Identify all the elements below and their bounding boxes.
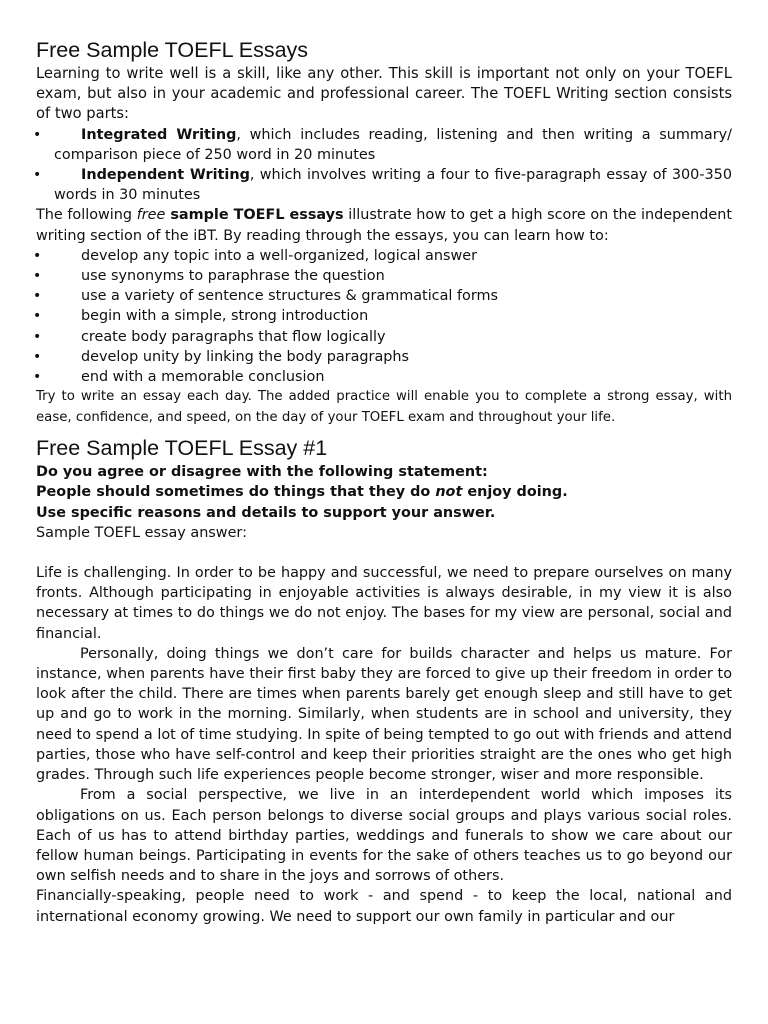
skill-text: begin with a simple, strong introduction <box>81 308 369 325</box>
bullet-icon: • <box>33 308 42 325</box>
skill-text: use synonyms to paraphrase the question <box>81 268 385 285</box>
following-bold: sample TOEFL essays <box>165 207 344 224</box>
list-item <box>33 246 732 266</box>
bullet-icon: • <box>33 126 42 143</box>
following-pre: The following <box>36 207 137 224</box>
bullet-icon: • <box>33 167 42 184</box>
spacer <box>36 543 732 563</box>
part-description: , which involves writing a four to five-paragraph essay of 300-350 words in 30 minutes <box>54 167 732 204</box>
part-description: , which includes reading, listening and then writing a summary/ comparison piece of 250 word in 20 minutes <box>54 126 732 163</box>
skill-text: develop unity by linking the body paragraphs <box>81 348 410 365</box>
intro-paragraph: Learning to write well is a skill, like any other. This skill is important not only on your TOEFL exam, but also in your academic and professional career. The TOEFL Writing section consists of two parts: <box>36 65 732 123</box>
list-item <box>33 306 732 326</box>
prompt-text: People should sometimes do things that they do <box>36 484 436 501</box>
practice-paragraph: Try to write an essay each day. The added practice will enable you to complete a strong essay, with ease, confidence, and speed, on the day of your TOEFL exam and throughout your life. <box>36 389 732 425</box>
essay-paragraph: Life is challenging. In order to be happy and successful, we need to prepare ourselves on many fronts. Although participating in enjoyable activities is always desirable, in my view it is also necessary at times to do things we do not enjoy. The bases for my view are personal, social and financial. <box>36 565 732 642</box>
essay-paragraph: From a social perspective, we live in an interdependent world which imposes its obligations on us. Each person belongs to diverse social groups and plays various social roles. Each of us has to attend birthday parties, weddings and funerals to show we care about our fellow human beings. Participating in events for the sake of others teaches us to go beyond our own selfish needs and to share in the joys and sorrows of others. <box>36 787 732 885</box>
page-title: Free Sample TOEFL Essays <box>36 38 309 62</box>
list-item <box>33 327 732 347</box>
list-item <box>33 165 732 205</box>
skill-text: end with a memorable conclusion <box>81 369 325 386</box>
list-item <box>33 286 732 306</box>
prompt-emphasis: not <box>435 484 463 501</box>
list-item <box>33 347 732 367</box>
essay-title: Free Sample TOEFL Essay #1 <box>36 436 328 461</box>
bullet-icon: • <box>33 288 42 305</box>
bullet-icon: • <box>33 369 42 386</box>
essay-paragraph: Financially-speaking, people need to work - and spend - to keep the local, national and international economy growing. We need to support our own family in particular and our <box>36 888 732 925</box>
list-item <box>33 125 732 165</box>
skill-text: use a variety of sentence structures & grammatical forms <box>81 288 499 305</box>
list-item <box>33 367 732 387</box>
prompt-text: enjoy doing. <box>462 484 568 501</box>
following-free: free <box>136 207 166 224</box>
part-term: Independent Writing <box>81 167 250 184</box>
answer-label: Sample TOEFL essay answer: <box>36 524 247 541</box>
part-term: Integrated Writing <box>81 126 237 143</box>
essay-prompt-line-3: Use specific reasons and details to support your answer. <box>36 504 496 521</box>
following-paragraph <box>36 205 732 245</box>
following-post: illustrate how to get a high score on the independent writing section of the iBT. By reading through the essays, you can learn how to: <box>36 207 733 244</box>
essay-paragraph: Personally, doing things we don’t care for builds character and helps us mature. For instance, when parents have their first baby they are forced to give up their freedom in order to look after the child. There are times when parents barely get enough sleep and still have to get up and go to work in the morning. Similarly, when students are in school and university, they need to spend a lot of time studying. In spite of being tempted to go out with friends and attend parties, those who have self-control and keep their priorities straight are the ones who get high grades. Through such life experiences people become stronger, wiser and more responsible. <box>36 645 732 784</box>
bullet-icon: • <box>33 268 42 285</box>
skill-text: create body paragraphs that flow logically <box>81 328 386 345</box>
skill-text: develop any topic into a well-organized, logical answer <box>81 247 478 264</box>
bullet-icon: • <box>33 247 42 264</box>
essay-prompt-line-2 <box>36 482 732 502</box>
list-item <box>33 266 732 286</box>
essay-prompt-line-1: Do you agree or disagree with the following statement: <box>36 464 488 481</box>
bullet-icon: • <box>33 328 42 345</box>
skills-list <box>33 246 732 387</box>
bullet-icon: • <box>33 348 42 365</box>
writing-parts-list <box>33 125 732 206</box>
